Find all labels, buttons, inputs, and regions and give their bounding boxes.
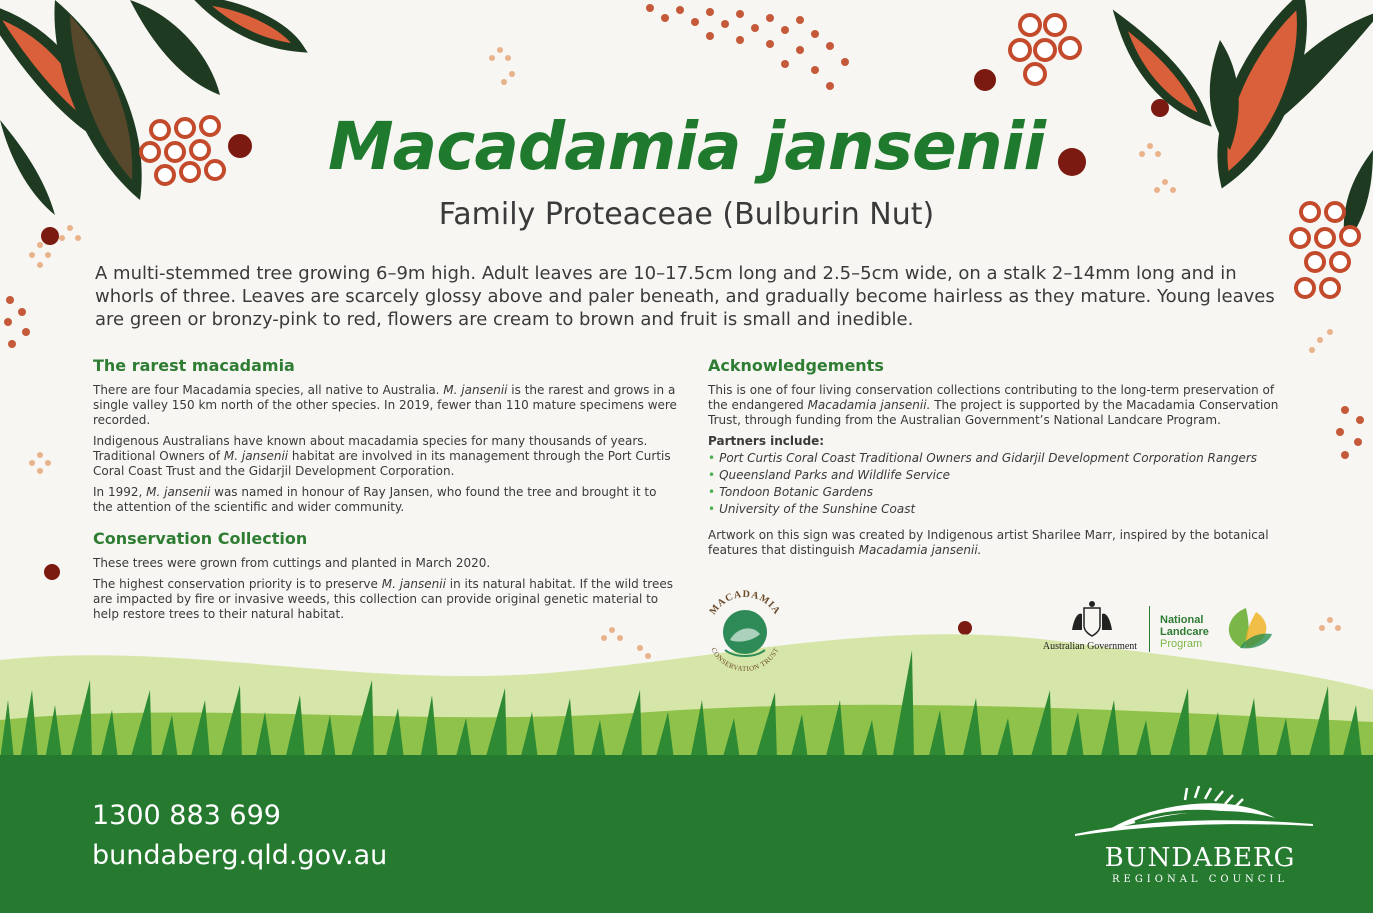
collection-paragraph-2: The highest conservation priority is to preserve M. jansenii in its natural habitat. If the wild trees are impacted by fire or invasive weeds, this collection can provide original genetic material to help restore trees to their natural habitat. xyxy=(93,577,673,621)
partners-label: Partners include: xyxy=(708,434,825,448)
right-column xyxy=(708,356,1293,564)
trust-name-top: MACADAMIA xyxy=(707,588,783,617)
rarest-paragraph-1: There are four Macadamia species, all native to Australia. M. jansenii is the rarest and grows in a single valley 150 km north of the other species. In 2019, fewer than 110 mature specimens were recorded. xyxy=(93,383,677,427)
rarest-heading: The rarest macadamia xyxy=(93,356,295,375)
collection-heading: Conservation Collection xyxy=(93,529,308,548)
logo-divider xyxy=(1149,606,1150,652)
partners-list xyxy=(708,450,1293,518)
council-name: BUNDABERG xyxy=(1104,843,1296,873)
intro-paragraph: A multi-stemmed tree growing 6–9m high. Adult leaves are 10–17.5cm long and 2.5–5cm wide, on a stalk 2–14mm long and in whorls of three. Leaves are scarcely glossy above and paler beneath, and gradually become hairless as they mature. Young leaves are green or bronzy-pink to red, flowers are cream to brown and fruit is small and inedible. xyxy=(95,263,1275,330)
grass-landscape xyxy=(0,634,1373,760)
list-item: • Port Curtis Coral Coast Traditional Owners and Gidarjil Development Corporation Rangers xyxy=(708,451,1258,465)
coat-of-arms-icon xyxy=(1062,600,1122,640)
collection-paragraph-1: These trees were grown from cuttings and planted in March 2020. xyxy=(93,556,491,570)
page-title: Macadamia jansenii xyxy=(328,108,1045,185)
list-item: • Tondoon Botanic Gardens xyxy=(708,485,874,499)
trust-name-bottom: CONSERVATION TRUST xyxy=(709,646,781,674)
phone-number[interactable]: 1300 883 699 xyxy=(92,800,281,831)
macadamia-trust-logo xyxy=(700,588,790,674)
acknowledgements-paragraph: This is one of four living conservation collections contributing to the long-term preservation of the endangered Macadamia jansenii. The project is supported by the Macadamia Conservation Trust, through funding from the Australian Government’s National Landcare Program. xyxy=(708,383,1279,427)
acknowledgements-heading: Acknowledgements xyxy=(708,356,884,375)
list-item: • Queensland Parks and Wildlife Service xyxy=(708,468,950,482)
page-subtitle: Family Proteaceae (Bulburin Nut) xyxy=(438,197,935,232)
landcare-logo-text: National Landcare Program xyxy=(1160,614,1209,650)
bundaberg-council-logo xyxy=(1075,782,1315,842)
landcare-leaf-icon xyxy=(1220,604,1275,652)
list-item: • University of the Sunshine Coast xyxy=(708,502,916,516)
council-subtitle: REGIONAL COUNCIL xyxy=(1111,874,1289,885)
artwork-credit: Artwork on this sign was created by Indigenous artist Sharilee Marr, inspired by the botanical features that distinguish Macadamia jansenii. xyxy=(708,528,1269,557)
rarest-paragraph-3: In 1992, M. jansenii was named in honour of Ray Jansen, who found the tree and brought it to the attention of the scientific and wider community. xyxy=(93,485,657,514)
website-link[interactable]: bundaberg.qld.gov.au xyxy=(92,840,388,871)
left-column xyxy=(93,356,678,628)
rarest-paragraph-2: Indigenous Australians have known about macadamia species for many thousands of years. Traditional Owners of M. jansenii habitat are involved in its management through the Port Curtis Coral Coast Trust and the Gidarjil Development Corporation. xyxy=(93,434,671,478)
australian-government-label: Australian Government xyxy=(1042,641,1138,652)
